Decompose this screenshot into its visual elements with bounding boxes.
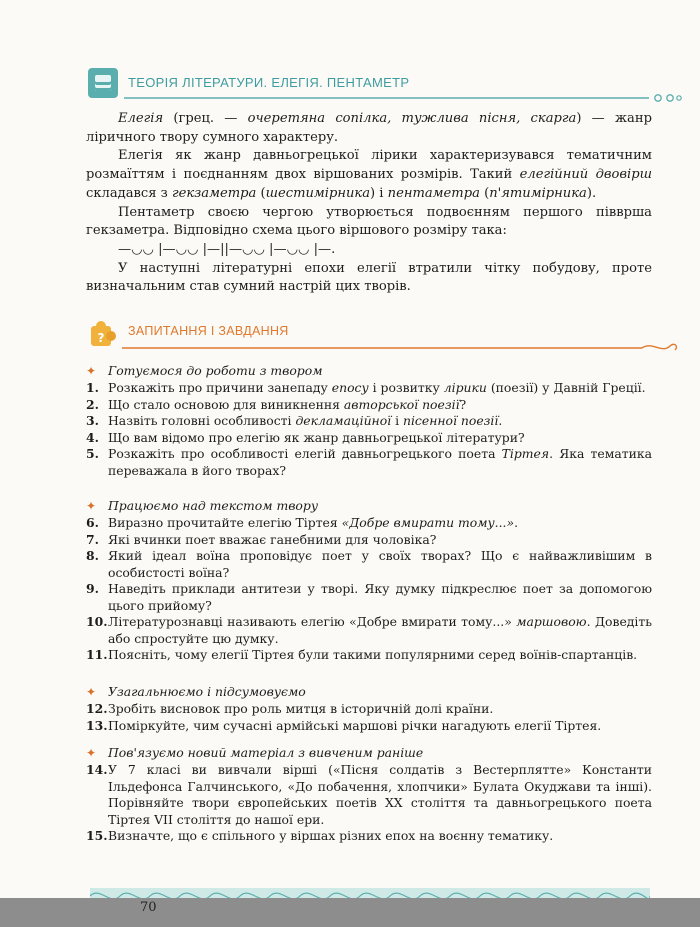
section-connect <box>86 744 652 845</box>
notebook-icon <box>88 68 118 98</box>
question-item: 11. Поясніть, чому елегії Тіртея були такими популярними серед воїнів-спартанців. <box>86 647 638 662</box>
question-item: 6. Виразно прочитайте елегію Тіртея «Добре вмирати тому...». <box>86 515 519 530</box>
theory-underline <box>124 94 684 102</box>
question-item: 3. Назвіть головні особливості декламаційної і пісенної поезії. <box>86 413 503 428</box>
question-item: 15. Визначте, що є спільного у віршах різних епох на воєнну тематику. <box>86 828 554 843</box>
paragraph-pentameter: Пентаметр своєю чергою утворюється подвоєнням першого півврша гекзаметра. Відповідно схема цього віршового розміру така: <box>86 204 652 239</box>
bottom-bar <box>0 898 700 927</box>
bird-icon: ✦ <box>86 364 97 378</box>
question-item: 12. Зробіть висновок про роль митця в історичній долі країни. <box>86 701 494 716</box>
section-summary <box>86 683 652 734</box>
question-item: 9. Наведіть приклади антитези у творі. Яку думку підкреслює поет за допомогою цього прийому? <box>86 581 652 613</box>
bird-icon: ✦ <box>86 499 97 513</box>
section-text-work <box>86 497 652 664</box>
paragraph-elegy-genre: Елегія як жанр давньогрецької лірики характеризувався тематичним розмаїттям і поєднанням двох віршованих розмірів. Такий елегійний двовірш складався з гекзаметра (шестимірника) і пентаметра (п'ятимірника). <box>86 148 652 201</box>
paragraph-elegy-definition: Елегія (грец. — очеретяна сопілка, тужлива пісня, скарга) — жанр ліричного твору сумного характеру. <box>86 111 652 145</box>
bird-icon: ✦ <box>86 746 97 760</box>
question-item: 4. Що вам відомо про елегію як жанр давньогрецької літератури? <box>86 429 525 445</box>
questions-header <box>86 318 652 358</box>
theory-text <box>86 110 652 297</box>
puzzle-icon <box>88 318 118 350</box>
section-title: ✦ Пов'язуємо новий матеріал з вивченим раніше <box>86 745 424 760</box>
question-item: 1. Розкажіть про причини занепаду епосу і розвитку лірики (поезії) у Давній Греції. <box>86 380 646 395</box>
theory-header <box>88 66 648 106</box>
theory-title: ТЕОРІЯ ЛІТЕРАТУРИ. ЕЛЕГІЯ. ПЕНТАМЕТР <box>128 75 410 90</box>
question-item: 7. Які вчинки поет вважає ганебними для чоловіка? <box>86 531 437 547</box>
question-item: 8. Який ідеал воїна проповідує поет у своїх творах? Що є найважливішим в особистості воїна? <box>86 548 652 580</box>
meter-scheme: —◡◡ |—◡◡ |—||—◡◡ |—◡◡ |—. <box>118 241 336 257</box>
svg-text:?: ? <box>97 331 105 345</box>
section-title: ✦ Працюємо над текстом твору <box>86 498 319 513</box>
questions-title: ЗАПИТАННЯ І ЗАВДАННЯ <box>128 324 289 338</box>
section-title: ✦ Готуємося до роботи з твором <box>86 363 323 378</box>
question-item: 2. Що стало основою для виникнення авторської поезії? <box>86 396 467 412</box>
question-item: 13. Поміркуйте, чим сучасні армійські маршові річки нагадують елегії Тіртея. <box>86 717 602 733</box>
questions-underline <box>122 342 682 354</box>
question-item: 10. Літературознавці називають елегію «Добре вмирати тому...» маршовою. Доведіть або спростуйте цю думку. <box>86 614 652 646</box>
section-title: ✦ Узагальнюємо і підсумовуємо <box>86 684 306 699</box>
question-item: 5. Розкажіть про особливості елегій давньогрецького поета Тіртея. Яка тематика переважала в його творах? <box>86 446 652 478</box>
question-item: 14. У 7 класі ви вивчали вірші («Пісня солдатів з Вестерплятте» Константи Ільдефонса Галчинського, «До побачення, хлопчики» Булата Окуджави та інші). Порівняйте твори європейських поетів XX століття та давньогрецького поета Тіртея VII століття до нашої ери. <box>86 762 652 827</box>
bird-icon: ✦ <box>86 685 97 699</box>
paragraph-later-epochs: У наступні літературні епохи елегії втратили чітку побудову, проте визначальним став сумний настрій цих творів. <box>86 260 652 295</box>
section-prepare <box>86 362 652 479</box>
page-number: 70 <box>140 900 157 915</box>
